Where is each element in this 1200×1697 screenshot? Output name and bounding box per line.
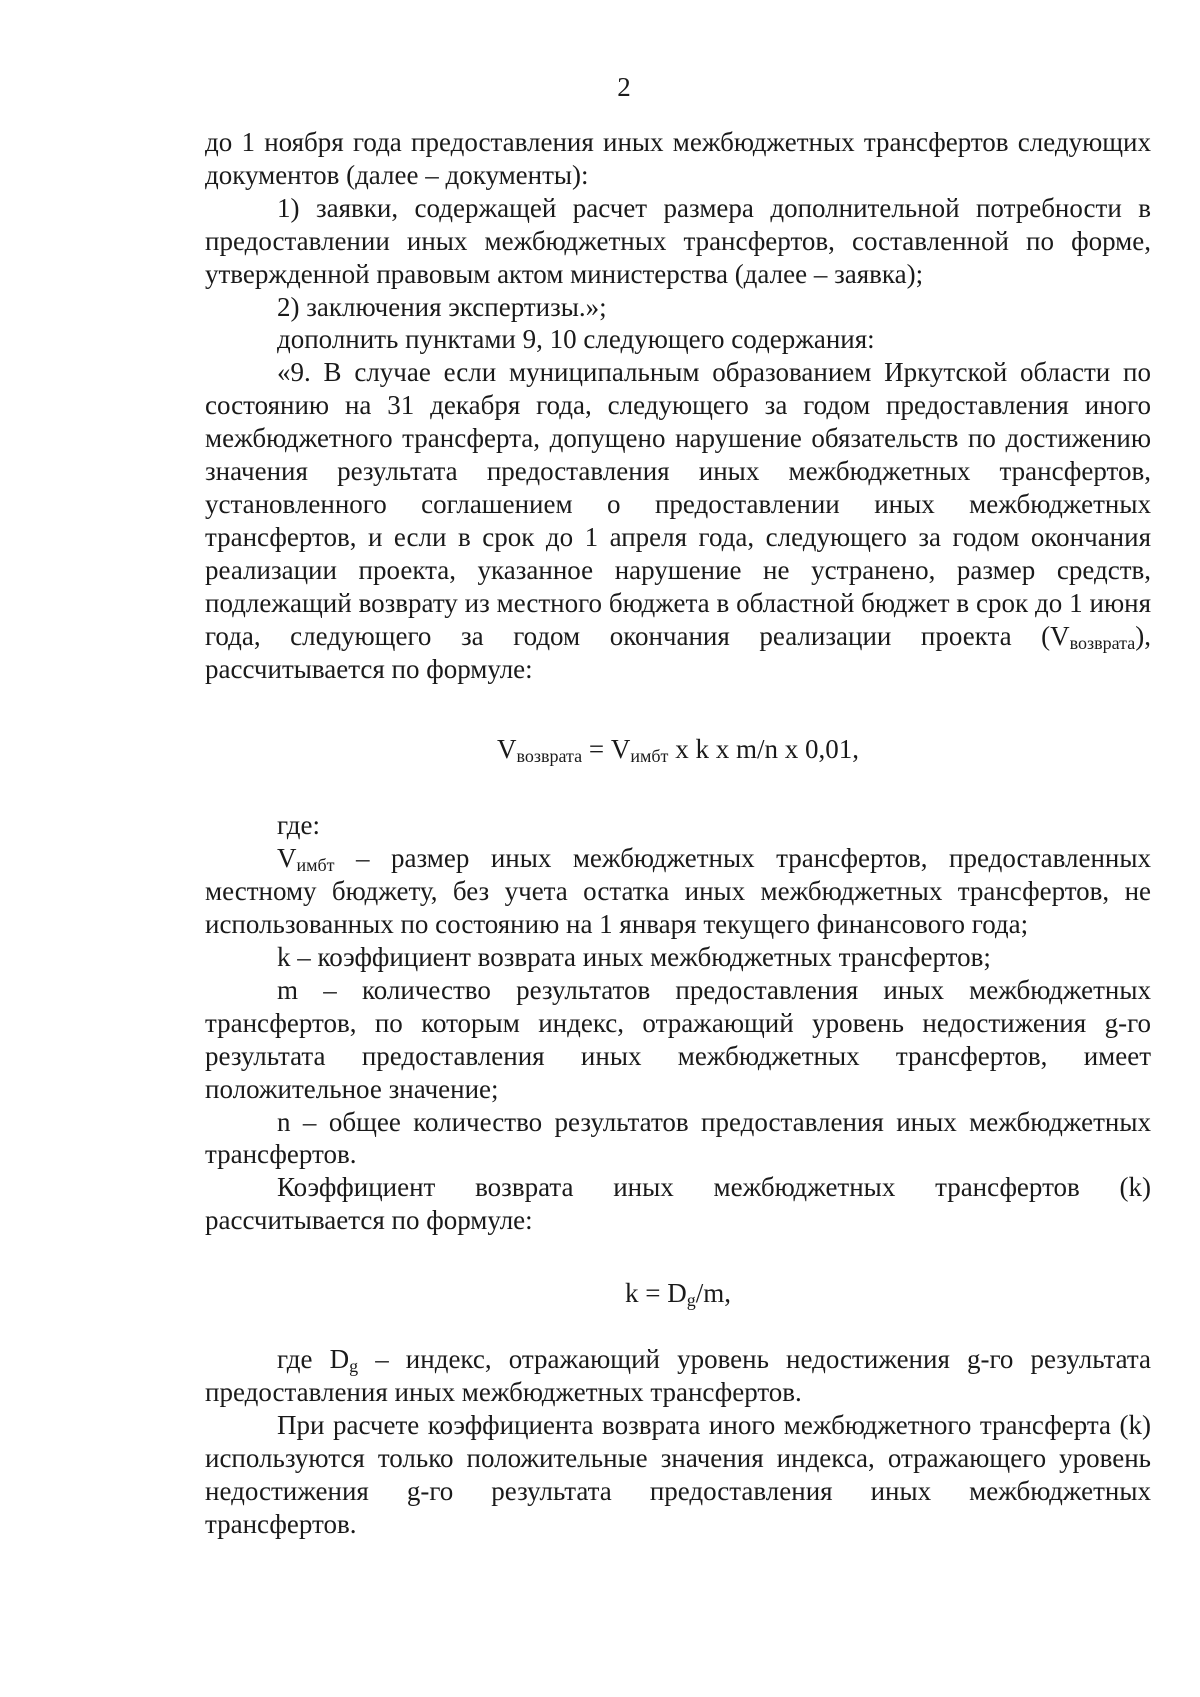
- paragraph-12-text: – индекс, отражающий уровень недостижения g-го результата предоставления иных межбюджетных трансфертов.: [205, 1344, 1151, 1408]
- paragraph-13: При расчете коэффициента возврата иного межбюджетного трансферта (k) используются только положительные значения индекса, отражающего уровень недостижения g-го результата предоставления иных межбюджетных трансфертов.: [205, 1410, 1151, 1539]
- paragraph-1: до 1 ноября года предоставления иных межбюджетных трансфертов следующих документов (далее – документы):: [205, 127, 1151, 190]
- paragraph-5-text: «9. В случае если муниципальным образованием Иркутской области по состоянию на 31 декабря года, следующего за годом предоставления иного межбюджетного трансферта, допущено нарушение обязательств по достижению значения результата предоставления иных межбюджетных трансфертов, установленного соглашением о предоставлении иных межбюджетных трансфертов, и если в срок до 1 апреля года, следующего за годом окончания реализации проекта, указанное нарушение не устранено, размер средств, подлежащий возврату из местного бюджета в областной бюджет в срок до 1 июня года, следующего за годом окончания реализации проекта (V: [205, 357, 1151, 651]
- paragraph-12-pre: где D: [277, 1344, 350, 1375]
- formula-1-sub-imbt: имбт: [630, 746, 669, 767]
- paragraph-5-subscript: возврата: [1069, 632, 1136, 653]
- formula-2-sub: g: [686, 1290, 696, 1311]
- paragraph-6: где:: [277, 810, 320, 841]
- paragraph-5-tail: ), рассчитывается по формуле:: [205, 620, 1151, 684]
- formula-1-rhs: x k x m/n x 0,01,: [668, 734, 859, 765]
- paragraph-11: Коэффициент возврата иных межбюджетных трансфертов (k) рассчитывается по формуле:: [205, 1172, 1151, 1236]
- paragraph-2: 1) заявки, содержащей расчет размера дополнительной потребности в предоставлении иных межбюджетных трансфертов, составленной по форме, утвержденной правовым актом министерства (далее – заявка);: [205, 192, 1151, 289]
- paragraph-5: [205, 356, 1151, 685]
- paragraph-12-subscript: g: [349, 1356, 359, 1377]
- formula-2-rhs: /m,: [695, 1278, 731, 1309]
- paragraph-8: k – коэффициент возврата иных межбюджетных трансфертов;: [277, 942, 991, 973]
- paragraph-3: 2) заключения экспертизы.»;: [277, 291, 607, 322]
- paragraph-7: [205, 842, 1151, 941]
- document-body: [205, 126, 1151, 1541]
- paragraph-7-v: V: [277, 843, 297, 874]
- paragraph-10: n – общее количество результатов предоставления иных межбюджетных трансфертов.: [205, 1106, 1151, 1170]
- formula-1-v: V: [497, 734, 517, 765]
- page-number: 2: [617, 72, 631, 102]
- paragraph-9: m – количество результатов предоставления иных межбюджетных трансфертов, по которым индекс, отражающий уровень недостижения g-го результата предоставления иных межбюджетных трансфертов, имеет положительное значение;: [205, 974, 1151, 1104]
- formula-coefficient: [205, 1277, 1151, 1309]
- formula-1-sub-return: возврата: [516, 746, 583, 767]
- formula-2-lhs: k = D: [625, 1278, 687, 1309]
- formula-return-amount: [205, 733, 1151, 765]
- paragraph-12: [205, 1343, 1151, 1409]
- formula-1-mid: = V: [582, 734, 631, 765]
- paragraph-7-text: – размер иных межбюджетных трансфертов, предоставленных местному бюджету, без учета остатка иных межбюджетных трансфертов, не использованных по состоянию на 1 января текущего финансового года;: [205, 843, 1151, 940]
- paragraph-7-subscript: имбт: [296, 855, 335, 876]
- paragraph-4: дополнить пунктами 9, 10 следующего содержания:: [277, 324, 875, 355]
